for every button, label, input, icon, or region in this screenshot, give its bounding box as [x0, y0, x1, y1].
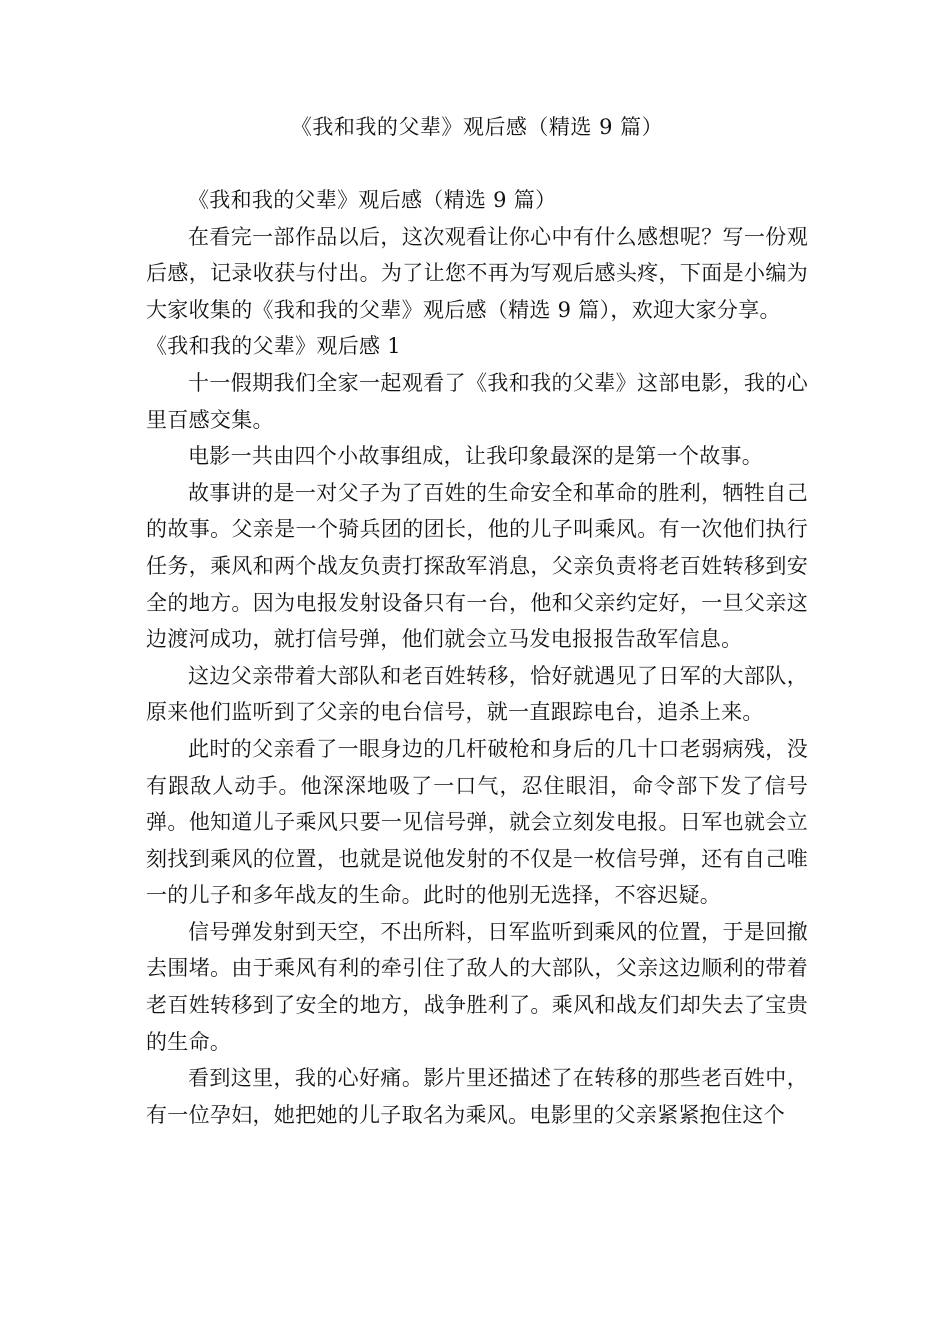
- document-page: [146, 110, 808, 1133]
- body-paragraph-3: 故事讲的是一对父子为了百姓的生命安全和革命的胜利，牺牲自己的故事。父亲是一个骑兵团的团长，他的儿子叫乘风。有一次他们执行任务，乘风和两个战友负责打探敌军消息，父亲负责将老百姓转移到安全的地方。因为电报发射设备只有一台，他和父亲约定好，一旦父亲这边渡河成功，就打信号弹，他们就会立马发电报报告敌军信息。: [146, 480, 808, 652]
- body-paragraph-4: 这边父亲带着大部队和老百姓转移，恰好就遇见了日军的大部队，原来他们监听到了父亲的电台信号，就一直跟踪电台，追杀上来。: [146, 663, 808, 725]
- body-paragraph-6: 信号弹发射到天空，不出所料，日军监听到乘风的位置，于是回撤去围堵。由于乘风有利的牵引住了敌人的大部队，父亲这边顺利的带着老百姓转移到了安全的地方，战争胜利了。乘风和战友们却失去了宝贵的生命。: [146, 919, 808, 1054]
- body-paragraph-5: 此时的父亲看了一眼身边的几杆破枪和身后的几十口老弱病残，没有跟敌人动手。他深深地吸了一口气，忍住眼泪，命令部下发了信号弹。他知道儿子乘风只要一见信号弹，就会立刻发电报。日军也就会立刻找到乘风的位置，也就是说他发射的不仅是一枚信号弹，还有自己唯一的儿子和多年战友的生命。此时的他别无选择，不容迟疑。: [146, 736, 808, 908]
- section-heading: 《我和我的父辈》观后感 1: [146, 334, 401, 359]
- intro-paragraph: 在看完一部作品以后，这次观看让你心中有什么感想呢？写一份观后感，记录收获与付出。为了让您不再为写观后感头疼，下面是小编为大家收集的《我和我的父辈》观后感（精选 9 篇），欢迎大家分享。: [146, 224, 808, 322]
- document-subtitle: 《我和我的父辈》观后感（精选 9 篇）: [188, 188, 557, 212]
- body-paragraph-2: 电影一共由四个小故事组成，让我印象最深的是第一个故事。: [188, 444, 764, 469]
- body-paragraph-7: 看到这里，我的心好痛。影片里还描述了在转移的那些老百姓中，有一位孕妇，她把她的儿子取名为乘风。电影里的父亲紧紧抱住这个: [146, 1066, 808, 1127]
- body-paragraph-1: 十一假期我们全家一起观看了《我和我的父辈》这部电影，我的心里百感交集。: [146, 370, 808, 432]
- document-title: 《我和我的父辈》观后感（精选 9 篇）: [290, 115, 664, 139]
